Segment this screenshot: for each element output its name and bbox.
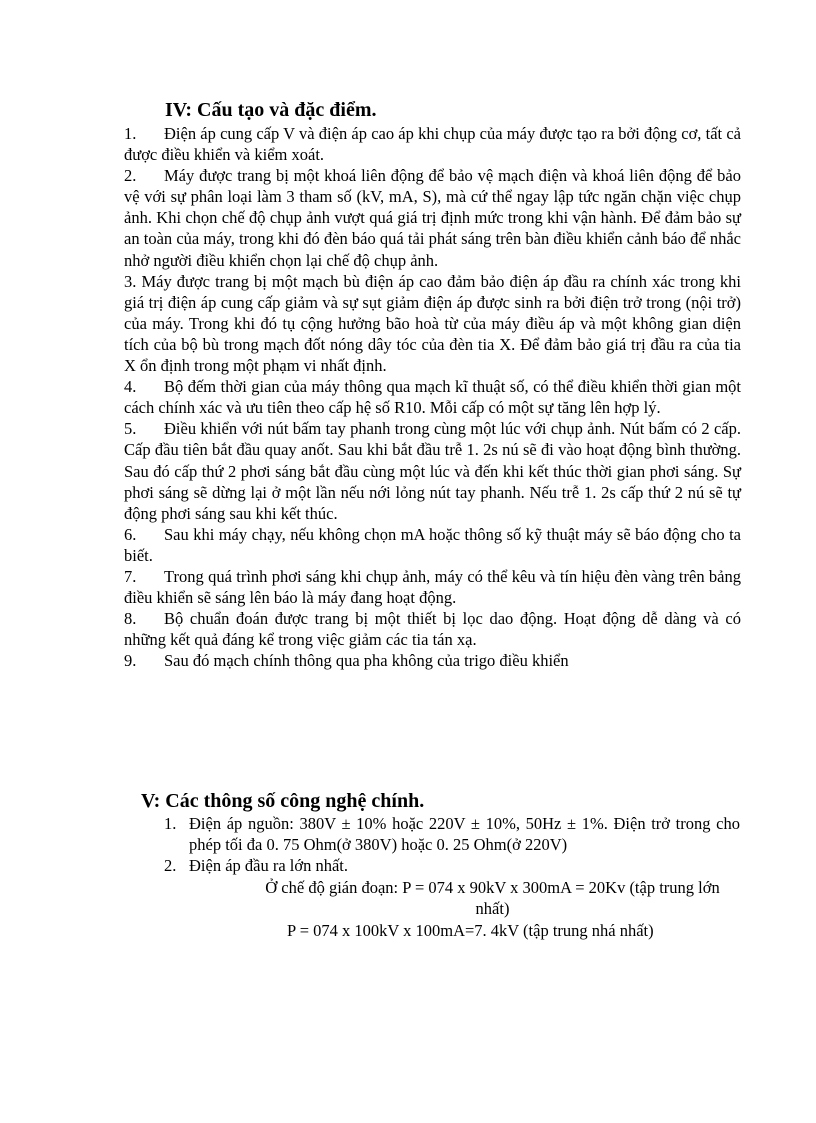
list-item xyxy=(164,855,740,876)
item-number: 8. xyxy=(124,609,137,629)
item-text: Bộ đếm thời gian của máy thông qua mạch kĩ thuật số, có thể điều khiển thời gian một cách chính xác và ưu tiên theo cấp hệ số R10. Mỗi cấp có một sự tăng lên hợp lý. xyxy=(124,377,741,418)
item-text: Điện áp nguồn: 380V ± 10% hoặc 220V ± 10%, 50Hz ± 1%. Điện trở trong cho phép tối đa 0. 75 Ohm(ở 380V) hoặc 0. 25 Ohm(ở 220V) xyxy=(189,814,740,855)
item-text: Sau đó mạch chính thông qua pha không của trigo điều khiển xyxy=(164,651,569,671)
list-item xyxy=(124,418,741,523)
item-number: 1. xyxy=(124,124,137,143)
list-item xyxy=(124,608,741,650)
section-5-heading: V: Các thông số công nghệ chính. xyxy=(141,790,425,812)
list-item xyxy=(124,123,741,165)
section-5-body xyxy=(164,813,740,876)
item-text: Máy được trang bị một khoá liên động để bảo vệ mạch điện và khoá liên động để bảo vệ với sự phân loại làm 3 tham số (kV, mA, S), mà cứ thể ngay lập tức ngăn chặn việc chụp ảnh. Khi chọn chế độ chụp ảnh vượt quá giá trị định mức trong khi vận hành. Để đảm bảo sự an toàn của máy, trong khi đó đèn báo quá tải phát sáng trên bàn điều khiển cảnh báo để nhắc nhở người điều khiển chọn lại chế độ chụp ảnh. xyxy=(124,166,741,270)
section-4-body xyxy=(124,123,741,671)
list-item xyxy=(124,524,741,566)
item-text: Trong quá trình phơi sáng khi chụp ảnh, máy có thể kêu và tín hiệu đèn vàng trên bảng điều khiển sẽ sáng lên báo là máy đang hoạt động. xyxy=(124,566,741,608)
list-item xyxy=(124,376,741,418)
item-text: Bộ chuẩn đoán được trang bị một thiết bị lọc dao động. Hoạt động dễ dàng và có những kết quả đáng kể trong việc giảm các tia tán xạ. xyxy=(124,609,741,650)
item-number: 5. xyxy=(124,419,137,439)
list-item xyxy=(124,271,741,376)
item-text: Điện áp đầu ra lớn nhất. xyxy=(189,856,349,876)
item-text: Điện áp cung cấp V và điện áp cao áp khi chụp của máy được tạo ra bởi động cơ, tất cả được điều khiển và kiểm xoát. xyxy=(124,124,741,165)
item-number: 7. xyxy=(124,566,137,586)
item-text: Máy được trang bị một mạch bù điện áp cao đảm bảo điện áp đầu ra chính xác trong khi giá trị điện áp cung cấp giảm và sự sụt giảm điện áp được sinh ra bởi điện trở trong (nội trở) của máy. Trong khi đó tụ cộng hưởng bão hoà từ của máy điều áp và một không gian diện tích của bộ bù trong mạch đốt nóng dây tóc của đèn tia X. Để đảm bảo giá trị đầu ra của tia X ổn định trong một phạm vi nhất định. xyxy=(124,271,742,376)
item-number: 2. xyxy=(124,166,137,186)
item-number: 3. xyxy=(124,271,137,291)
item-number: 4. xyxy=(124,377,137,397)
formula-intermittent-mode: Ở chế độ gián đoạn: P = 074 x 90kV x 300mA = 20Kv (tập trung lớn nhất) xyxy=(265,878,720,919)
list-item xyxy=(164,813,740,855)
item-number: 2. xyxy=(164,856,177,876)
item-text: Sau khi máy chạy, nếu không chọn mA hoặc thông số kỹ thuật máy sẽ báo động cho ta biết. xyxy=(124,524,741,565)
item-number: 6. xyxy=(124,524,137,544)
list-item xyxy=(124,566,741,608)
formula-minimum: P = 074 x 100kV x 100mA=7. 4kV (tập trung nhá nhất) xyxy=(287,921,654,940)
item-text: Điều khiển với nút bấm tay phanh trong cùng một lúc với chụp ảnh. Nút bấm có 2 cấp. Cấp đầu tiên bắt đầu quay anốt. Sau khi bắt đầu trễ 1. 2s nú sẽ đi vào hoạt động bình thường. Sau đó cấp thứ 2 phơi sáng bắt đầu cùng một lúc và đến khi kết thúc thời gian phơi sáng. Sự phơi sáng sẽ dừng lại ở một lần nếu nới lỏng nút tay phanh. Nếu trễ 1. 2s cấp thứ 2 nú sẽ tự động phơi sáng sau khi kết thúc. xyxy=(124,419,741,523)
item-number: 9. xyxy=(124,651,137,671)
list-item xyxy=(124,165,741,270)
item-number: 1. xyxy=(164,814,177,833)
list-item xyxy=(124,650,741,671)
section-4-heading: IV: Cấu tạo và đặc điểm. xyxy=(165,99,377,121)
